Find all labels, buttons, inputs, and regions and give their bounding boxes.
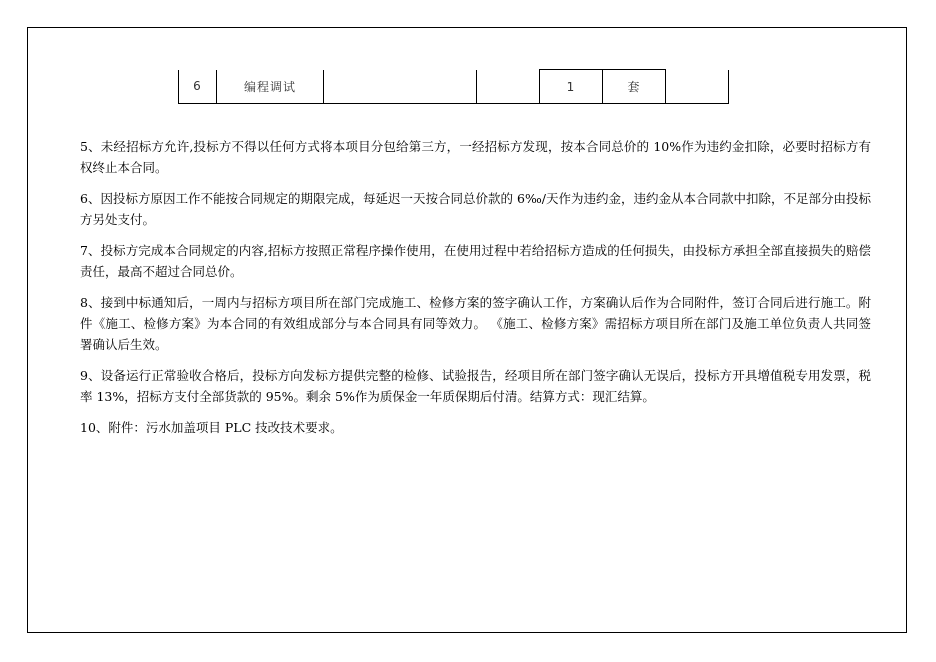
clause-6: 6、因投标方原因工作不能按合同规定的期限完成，每延迟一天按合同总价款的 6‰/天作为违约金，违约金从本合同款中扣除，不足部分由投标方另处支付。 (80, 191, 871, 227)
item-table (178, 69, 729, 104)
clause-10: 10、附件：污水加盖项目 PLC 技改技术要求。 (80, 420, 343, 435)
brand-cell (477, 70, 540, 104)
clause-9: 9、设备运行正常验收合格后，投标方向发标方提供完整的检修、试验报告，经项目所在部门签字确认无误后，投标方开具增值税专用发票，税率 13%，招标方支付全部货款的 95%。剩余 5%作为质保金一年质保期后付清。结算方式：现汇结算。 (80, 368, 871, 404)
spec-cell (324, 70, 477, 104)
table-row (179, 70, 729, 104)
contract-clauses (80, 136, 871, 448)
clause-7: 7、投标方完成本合同规定的内容,招标方按照正常程序操作使用，在使用过程中若给招标方造成的任何损失，由投标方承担全部直接损失的赔偿责任，最高不超过合同总价。 (80, 243, 871, 279)
item-name-cell: 编程调试 (217, 70, 324, 104)
remark-cell (666, 70, 729, 104)
unit-cell: 套 (603, 70, 666, 104)
clause-8: 8、接到中标通知后，一周内与招标方项目所在部门完成施工、检修方案的签字确认工作，方案确认后作为合同附件，签订合同后进行施工。附件《施工、检修方案》为本合同的有效组成部分与本合同具有同等效力。 《施工、检修方案》需招标方项目所在部门及施工单位负责人共同签署确认后生效。 (80, 295, 871, 352)
clause-5: 5、未经招标方允许,投标方不得以任何方式将本项目分包给第三方，一经招标方发现，按本合同总价的 10%作为违约金扣除，必要时招标方有权终止本合同。 (80, 139, 871, 175)
quantity-cell: 1 (540, 70, 603, 104)
index-cell: 6 (179, 70, 217, 104)
